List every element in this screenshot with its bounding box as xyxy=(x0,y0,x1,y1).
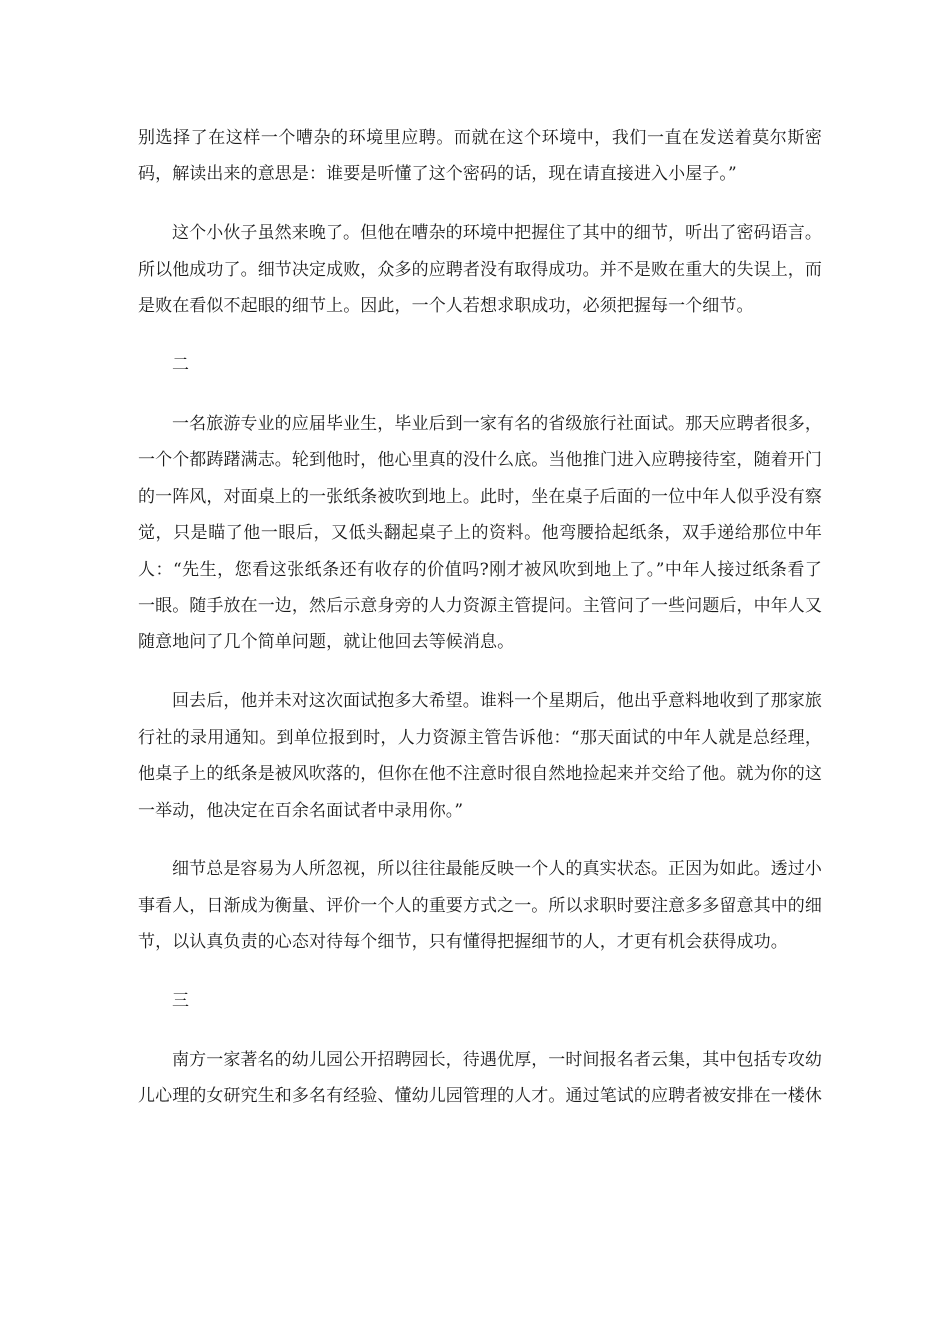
paragraph-interview-story: 一名旅游专业的应届毕业生，毕业后到一家有名的省级旅行社面试。那天应聘者很多，一个个都踌躇满志。轮到他时，他心里真的没什么底。当他推门进入应聘接待室，随着开门的一阵风，对面桌上的一张纸条被吹到地上。此时，坐在桌子后面的一位中年人似乎没有察觉，只是瞄了他一眼后，又低头翻起桌子上的资料。他弯腰拾起纸条，双手递给那位中年人：“先生，您看这张纸条还有收存的价值吗?刚才被风吹到地上了。”中年人接过纸条看了一眼。随手放在一边，然后示意身旁的人力资源主管提问。主管问了一些问题后，中年人又随意地问了几个简单问题，就让他回去等候消息。 xyxy=(138,413,822,653)
document-body xyxy=(138,120,822,1137)
paragraph-kindergarten-story: 南方一家著名的幼儿园公开招聘园长，待遇优厚，一时间报名者云集，其中包括专攻幼儿心理的女研究生和多名有经验、懂幼儿园管理的人才。通过笔试的应聘者被安排在一楼休 xyxy=(138,1050,822,1107)
paragraph-continuation: 别选择了在这样一个嘈杂的环境里应聘。而就在这个环境中，我们一直在发送着莫尔斯密码，解读出来的意思是：谁要是听懂了这个密码的话，现在请直接进入小屋子。” xyxy=(138,128,822,185)
section-heading-two: 二 xyxy=(172,355,190,376)
paragraph-hiring-outcome: 回去后，他并未对这次面试抱多大希望。谁料一个星期后，他出乎意料地收到了那家旅行社的录用通知。到单位报到时，人力资源主管告诉他：“那天面试的中年人就是总经理，他桌子上的纸条是被风吹落的，但你在他不注意时很自然地捡起来并交给了他。就为你的这一举动，他决定在百余名面试者中录用你。” xyxy=(138,691,822,821)
paragraph-details-lesson: 细节总是容易为人所忽视，所以往往最能反映一个人的真实状态。正因为如此。透过小事看人，日渐成为衡量、评价一个人的重要方式之一。所以求职时要注意多多留意其中的细节，以认真负责的心态对待每个细节，只有懂得把握细节的人，才更有机会获得成功。 xyxy=(138,859,822,953)
section-heading-three: 三 xyxy=(172,991,190,1012)
paragraph-conclusion-one: 这个小伙子虽然来晚了。但他在嘈杂的环境中把握住了其中的细节，听出了密码语言。所以他成功了。细节决定成败，众多的应聘者没有取得成功。并不是败在重大的失误上，而是败在看似不起眼的细节上。因此，一个人若想求职成功，必须把握每一个细节。 xyxy=(138,223,822,317)
